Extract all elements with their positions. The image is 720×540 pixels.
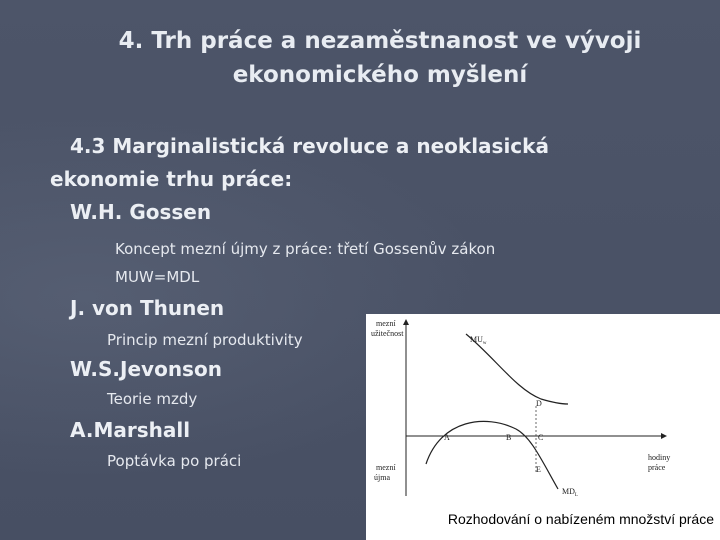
x-label-1: hodiny bbox=[648, 453, 671, 462]
jevons-name: W.S.Jevonson bbox=[70, 357, 222, 381]
slide-title bbox=[60, 24, 700, 92]
point-c: C bbox=[538, 433, 544, 442]
gossen-name: W.H. Gossen bbox=[70, 200, 212, 224]
y-bottom-label-2: újma bbox=[374, 473, 390, 482]
point-d: D bbox=[536, 399, 542, 408]
section-heading bbox=[50, 130, 650, 229]
gossen-formula: MUW=MDL bbox=[115, 268, 200, 286]
md-curve bbox=[426, 421, 558, 489]
x-label-2: práce bbox=[648, 463, 666, 472]
mu-label: $MU_w$ bbox=[470, 335, 487, 346]
md-label: $MD_L$ bbox=[562, 487, 578, 498]
y-top-label-2: užitečnost bbox=[371, 329, 404, 338]
marshall-desc: Poptávka po práci bbox=[107, 452, 242, 470]
mu-curve bbox=[466, 334, 568, 404]
slide-title-line-1: 4. Trh práce a nezaměstnanost ve vývoji bbox=[118, 28, 642, 54]
jevons-desc: Teorie mzdy bbox=[107, 390, 198, 408]
labor-supply-diagram bbox=[366, 314, 720, 498]
point-a: A bbox=[444, 433, 450, 442]
gossen-concept: Koncept mezní újmy z práce: třetí Gossenův zákon bbox=[115, 240, 496, 258]
point-b: B bbox=[506, 433, 512, 442]
point-e: E bbox=[536, 465, 541, 474]
diagram-svg bbox=[366, 314, 720, 498]
thunen-desc: Princip mezní produktivity bbox=[107, 331, 303, 349]
thunen-name: J. von Thunen bbox=[70, 296, 225, 320]
marshall-name: A.Marshall bbox=[70, 418, 191, 442]
y-bottom-label-1: mezní bbox=[376, 463, 396, 472]
diagram-caption: Rozhodování o nabízeném množství práce bbox=[366, 498, 720, 540]
section-heading-line-2: ekonomie trhu práce: bbox=[50, 167, 293, 191]
section-heading-line-1: 4.3 Marginalistická revoluce a neoklasická bbox=[70, 134, 549, 158]
slide-title-line-2: ekonomického myšlení bbox=[232, 62, 528, 88]
y-top-label-1: mezní bbox=[376, 319, 396, 328]
